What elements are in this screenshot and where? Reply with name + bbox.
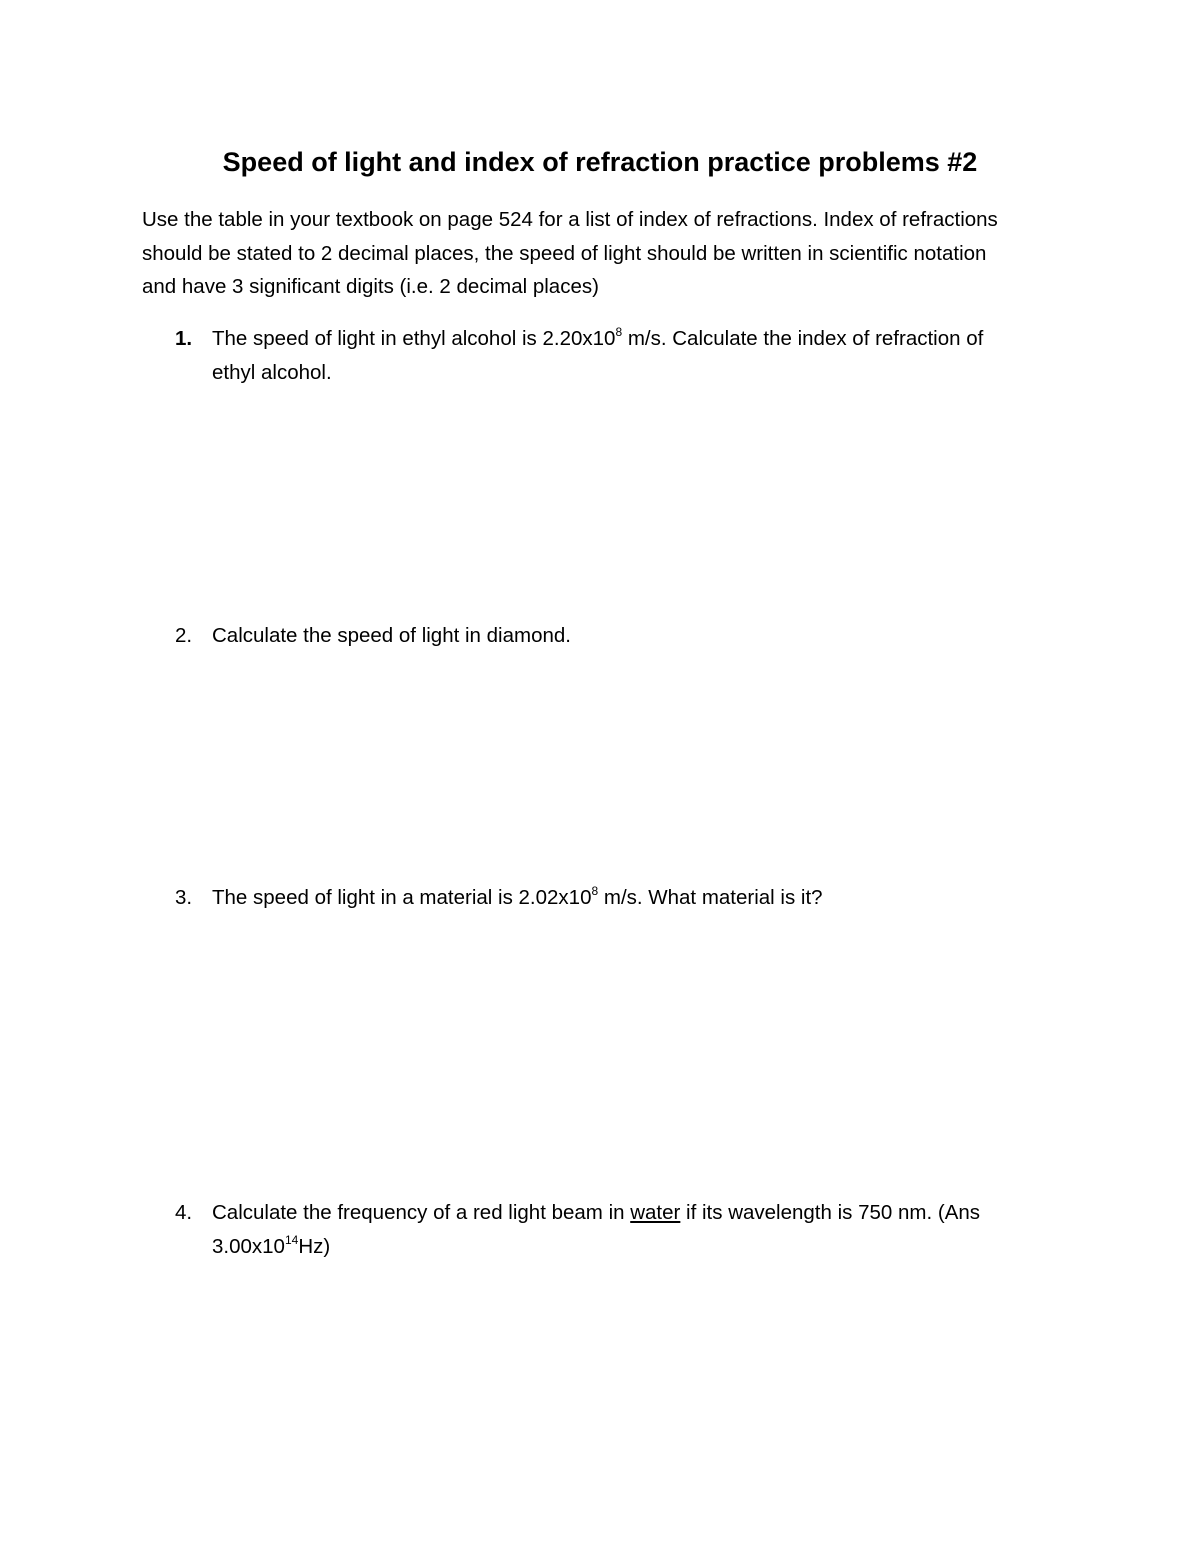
problem-number: 3.: [175, 886, 193, 909]
problem-text: [212, 881, 1062, 915]
problem-text-segment: The speed of light in ethyl alcohol is 2.20x10: [212, 327, 616, 350]
underlined-word: water: [630, 1201, 681, 1224]
instructions-line: Use the table in your textbook on page 524 for a list of index of refractions. Index of refractions: [142, 208, 998, 231]
problem-text-segment: Calculate the frequency of a red light beam in: [212, 1201, 631, 1224]
problem-text: [212, 322, 1062, 389]
problem-line: [212, 1196, 1062, 1230]
problem-text-segment: m/s. Calculate the index of refraction of: [622, 327, 984, 350]
instructions-paragraph: [142, 203, 1062, 304]
problem-line: [212, 322, 1062, 356]
problem-text-segment: 3.00x10: [212, 1234, 285, 1258]
problem-text: [212, 619, 1062, 653]
exponent: 8: [615, 325, 623, 340]
problem-line: ethyl alcohol.: [212, 360, 332, 384]
problem-line: [212, 881, 1062, 915]
problem-number: 2.: [175, 624, 193, 647]
page-title: Speed of light and index of refraction practice problems #2: [222, 147, 978, 177]
instructions-line: should be stated to 2 decimal places, the speed of light should be written in scientific notation: [142, 241, 987, 265]
problem-text-segment: m/s. What material is it?: [598, 886, 823, 909]
problem-number: 1.: [175, 327, 193, 350]
problem-line: Calculate the speed of light in diamond.: [212, 624, 571, 647]
problem-text-segment: Hz): [298, 1234, 331, 1258]
problem-text: [212, 1196, 1062, 1263]
problem-text-segment: if its wavelength is 750 nm. (Ans: [680, 1201, 981, 1224]
exponent: 14: [284, 1232, 299, 1247]
problem-line: [212, 1230, 1062, 1264]
exponent: 8: [591, 884, 599, 899]
problem-number: 4.: [175, 1201, 193, 1224]
problem-text-segment: The speed of light in a material is 2.02x10: [212, 886, 592, 909]
instructions-line: and have 3 significant digits (i.e. 2 decimal places): [142, 275, 599, 298]
